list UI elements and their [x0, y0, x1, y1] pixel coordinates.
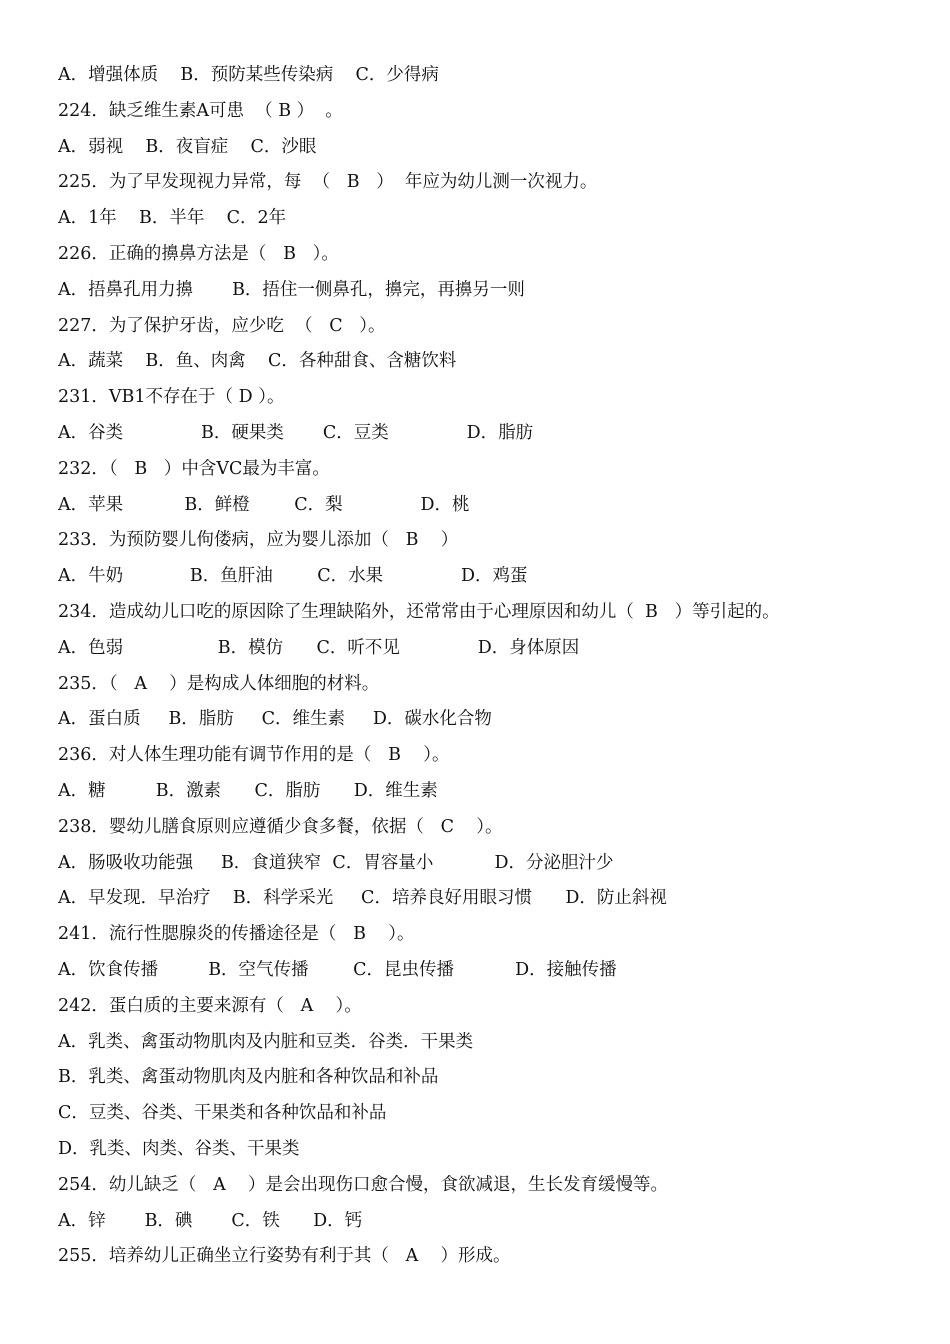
text-line: B．乳类、禽蛋动物肌肉及内脏和各种饮品和补品 — [58, 1067, 439, 1088]
text-line: A．早发现．早治疗 B．科学采光 C．培养良好用眼习惯 D．防止斜视 — [58, 888, 667, 909]
text-line: A．乳类、禽蛋动物肌肉及内脏和豆类．谷类．干果类 — [58, 1031, 474, 1052]
text-line: A．谷类 B．硬果类 C．豆类 D．脂肪 — [58, 422, 534, 443]
question-line: 226．正确的擤鼻方法是（ B ）。 — [58, 243, 339, 264]
text-line: A．肠吸收功能强 B．食道狭窄 C．胃容量小 D．分泌胆汁少 — [58, 852, 614, 873]
question-line: 231．VB1不存在于（ D ）。 — [58, 387, 285, 408]
text-line: A．弱视 B．夜盲症 C．沙眼 — [58, 136, 317, 157]
question-line: 236．对人体生理功能有调节作用的是（ B ）。 — [58, 745, 450, 766]
question-line: 224．缺乏维生素A可患 （ B ） 。 — [58, 100, 343, 121]
question-line: 233．为预防婴儿佝偻病，应为婴儿添加（ B ） — [58, 530, 459, 551]
text-block — [58, 58, 918, 1275]
text-line: A．增强体质 B．预防某些传染病 C．少得病 — [58, 65, 439, 85]
question-line: 241．流行性腮腺炎的传播途径是（ B ）。 — [58, 924, 415, 945]
text-line: A．苹果 B．鲜橙 C．梨 D．桃 — [58, 494, 470, 515]
question-line: 242．蛋白质的主要来源有（ A ）。 — [58, 995, 362, 1016]
text-line: A．锌 B．碘 C．铁 D．钙 — [58, 1210, 363, 1231]
question-line: 238．婴幼儿膳食原则应遵循少食多餐，依据（ C ）。 — [58, 816, 503, 837]
text-line: A．捂鼻孔用力擤 B．捂住一侧鼻孔，擤完，再擤另一则 — [58, 279, 525, 300]
text-line: C．豆类、谷类、干果类和各种饮品和补品 — [58, 1103, 387, 1124]
text-line: A．色弱 B．模仿 C．听不见 D．身体原因 — [58, 637, 580, 658]
text-line: D．乳类、肉类、谷类、干果类 — [58, 1138, 300, 1159]
text-line: A．1年 B．半年 C．2年 — [58, 208, 287, 229]
question-line: 225．为了早发现视力异常，每 （ B ） 年应为幼儿测一次视力。 — [58, 172, 598, 193]
question-line: 234．造成幼儿口吃的原因除了生理缺陷外，还常常由于心理原因和幼儿（ B ）等引起的。 — [58, 601, 780, 622]
question-line: 255．培养幼儿正确坐立行姿势有利于其（ A ）形成。 — [58, 1246, 511, 1267]
text-line: A．糖 B．激素 C．脂肪 D．维生素 — [58, 780, 438, 801]
question-line: 232．（ B ）中含VC最为丰富。 — [58, 458, 330, 479]
text-line: A．牛奶 B．鱼肝油 C．水果 D．鸡蛋 — [58, 566, 528, 587]
question-line: 235．（ A ）是构成人体细胞的材料。 — [58, 673, 380, 694]
text-line: A．蛋白质 B．脂肪 C．维生素 D．碳水化合物 — [58, 709, 492, 730]
question-line: 254．幼儿缺乏（ A ）是会出现伤口愈合慢，食欲减退，生长发育缓慢等。 — [58, 1174, 668, 1195]
text-line: A．蔬菜 B．鱼、肉禽 C．各种甜食、含糖饮料 — [58, 351, 457, 372]
question-line: 227．为了保护牙齿，应少吃 （ C ）。 — [58, 315, 386, 336]
text-line: A．饮食传播 B．空气传播 C．昆虫传播 D．接触传播 — [58, 959, 617, 980]
